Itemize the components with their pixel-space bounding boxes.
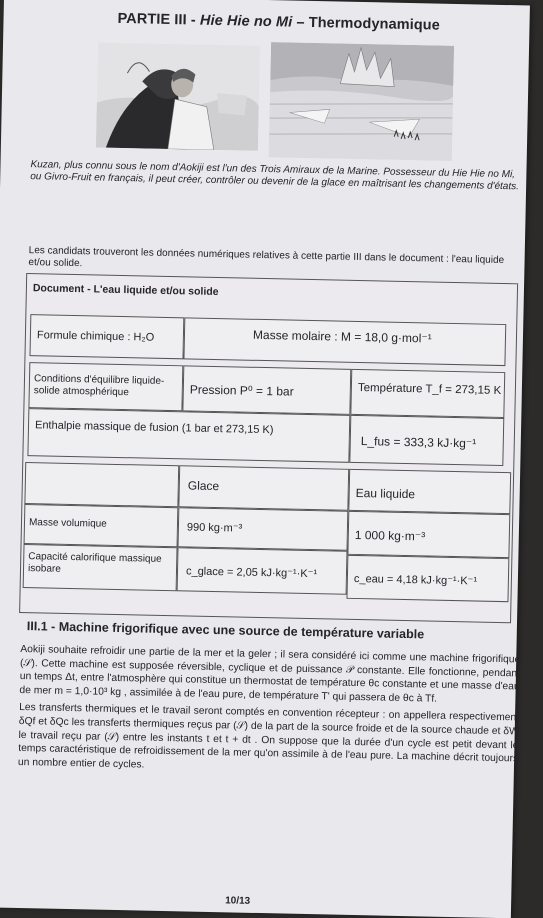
table-corner-cell	[24, 462, 179, 507]
frozen-sea-illustration	[269, 42, 454, 161]
page-title: PARTIE III - Hie Hie no Mi – Thermodynamique	[117, 10, 441, 34]
page-number: 10/13	[225, 895, 251, 907]
temperature-cell: Température T_f = 273,15 K	[350, 369, 505, 418]
col-ice-header: Glace	[178, 465, 349, 511]
enthalpy-label-cell: Enthalpie massique de fusion (1 bar et 273,15 K)	[27, 408, 350, 463]
pressure-cell: Pression P⁰ = 1 bar	[182, 365, 351, 415]
conditions-cell: Conditions d'équilibre liquide-solide atmosphérique	[28, 362, 183, 411]
kuzan-portrait-illustration	[96, 42, 260, 150]
ice-density-cell: 990 kg·m⁻³	[178, 507, 349, 551]
row-density-label: Masse volumique	[24, 504, 179, 547]
intro-paragraph: Kuzan, plus connu sous le nom d'Aokiji est l'un des Trois Amiraux de la Marine. Possesseur du Hie Hie no Mi, ou Givro-Fruit en français, il peut créer, contrôler ou devenir de la glace en maîtrisant les changements d'états.	[30, 159, 520, 193]
section-paragraph-2: Les transferts thermiques et le travail seront comptés en convention récepteur : on appellera respectivement δQf et δQc les transferts thermiques reçus par (𝒮) de la part de la source froide et de la source chaude et δW le travail reçu par (𝒮) entre les instants t et t + dt . On suppose que la durée d'un cycle est petit devant le temps caractéristique de refroidissement de la mer qu'on assimile à de l'eau pure. La machine décrit toujours un nombre entier de cycles.	[17, 702, 520, 771]
enthalpy-value-cell: L_fus = 333,3 kJ·kg⁻¹	[349, 415, 504, 466]
section-body	[18, 643, 521, 780]
col-water-header: Eau liquide	[348, 469, 511, 514]
candidates-paragraph: Les candidats trouveront les données numériques relatives à cette partie III dans le document : l'eau liquide et/ou solide.	[28, 245, 505, 270]
section-title: III.1 - Machine frigorifique avec une source de température variable	[26, 619, 425, 642]
formula-cell: Formule chimique : H₂O	[29, 314, 184, 359]
row-heat-label: Capacité calorifique massique isobare	[23, 544, 178, 591]
molar-mass-cell: Masse molaire : M = 18,0 g·mol⁻¹	[183, 317, 506, 366]
water-heat-cell: c_eau = 4,18 kJ·kg⁻¹·K⁻¹	[346, 555, 509, 602]
ice-heat-cell: c_glace = 2,05 kJ·kg⁻¹·K⁻¹	[177, 547, 348, 595]
data-document-box	[19, 273, 518, 623]
water-density-cell: 1 000 kg·m⁻³	[347, 511, 510, 558]
document-heading: Document - L'eau liquide et/ou solide	[32, 282, 219, 299]
section-paragraph-1: Aokiji souhaite refroidir une partie de la mer et la geler ; il sera considéré ici comme une machine frigorifique (𝒮). Cette machine est supposée réversible, cyclique et de puissance 𝒫 constante. Elle fonctionne, pendant un temps Δt, entre l'atmosphère qui constitue un thermostat de température θc constante et une masse d'eau de mer m = 1,0·10³ kg , assimilée à de l'eau pure, de température T' qui passera de θc à Tf.	[19, 643, 521, 705]
